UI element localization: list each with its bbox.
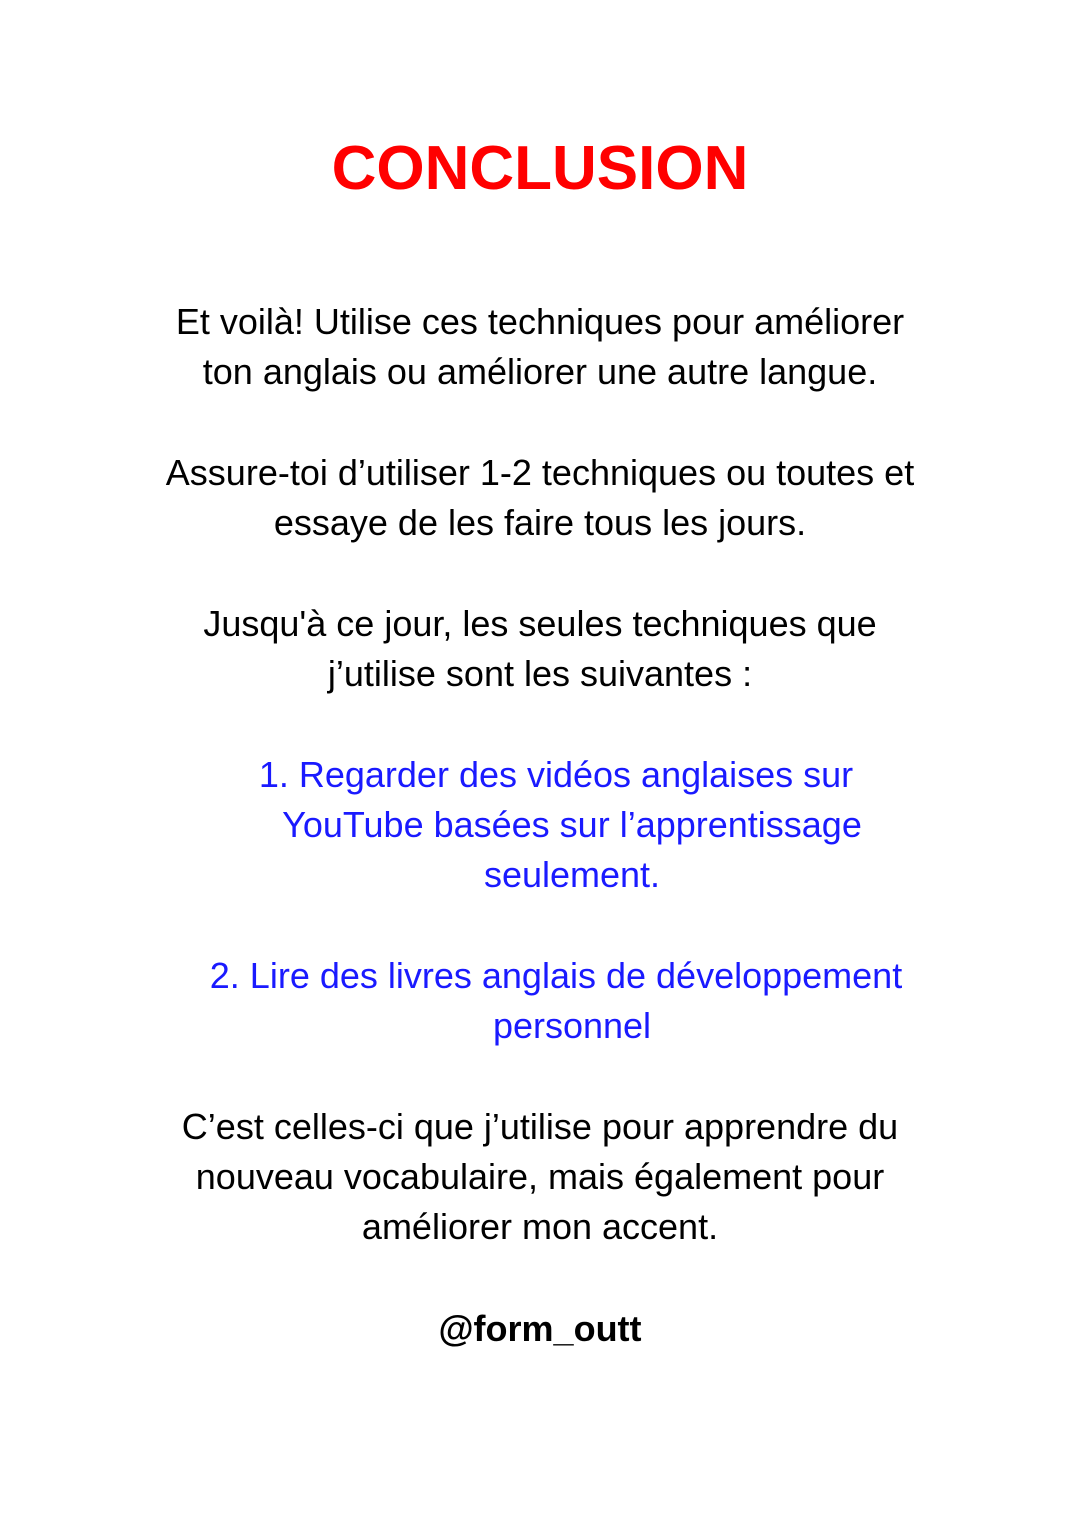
list-item-2-line-2: personnel [492, 1005, 652, 1046]
author-handle: @form_outt [438, 1308, 642, 1349]
closing-line-2: nouveau vocabulaire, mais également pour [195, 1156, 885, 1197]
closing-line-3: améliorer mon accent. [361, 1206, 719, 1247]
techniques-line-1: Jusqu'à ce jour, les seules techniques que [203, 603, 877, 644]
page-title: CONCLUSION [331, 134, 749, 203]
techniques-line-2: j’utilise sont les suivantes : [327, 653, 753, 694]
list-item-2-line-1: 2. Lire des livres anglais de développement [209, 955, 903, 996]
advice-line-2: essaye de les faire tous les jours. [273, 502, 807, 543]
closing-line-1: C’est celles-ci que j’utilise pour apprendre du [181, 1106, 899, 1147]
advice-line-1: Assure-toi d’utiliser 1-2 techniques ou toutes et [165, 452, 915, 493]
intro-line-2: ton anglais ou améliorer une autre langue. [202, 351, 878, 392]
list-item-1-line-1: 1. Regarder des vidéos anglaises sur [258, 754, 854, 795]
list-item-1-line-2: YouTube basées sur l’apprentissage [282, 804, 862, 845]
list-item-1-line-3: seulement. [483, 854, 661, 895]
intro-line-1: Et voilà! Utilise ces techniques pour améliorer [175, 301, 905, 342]
